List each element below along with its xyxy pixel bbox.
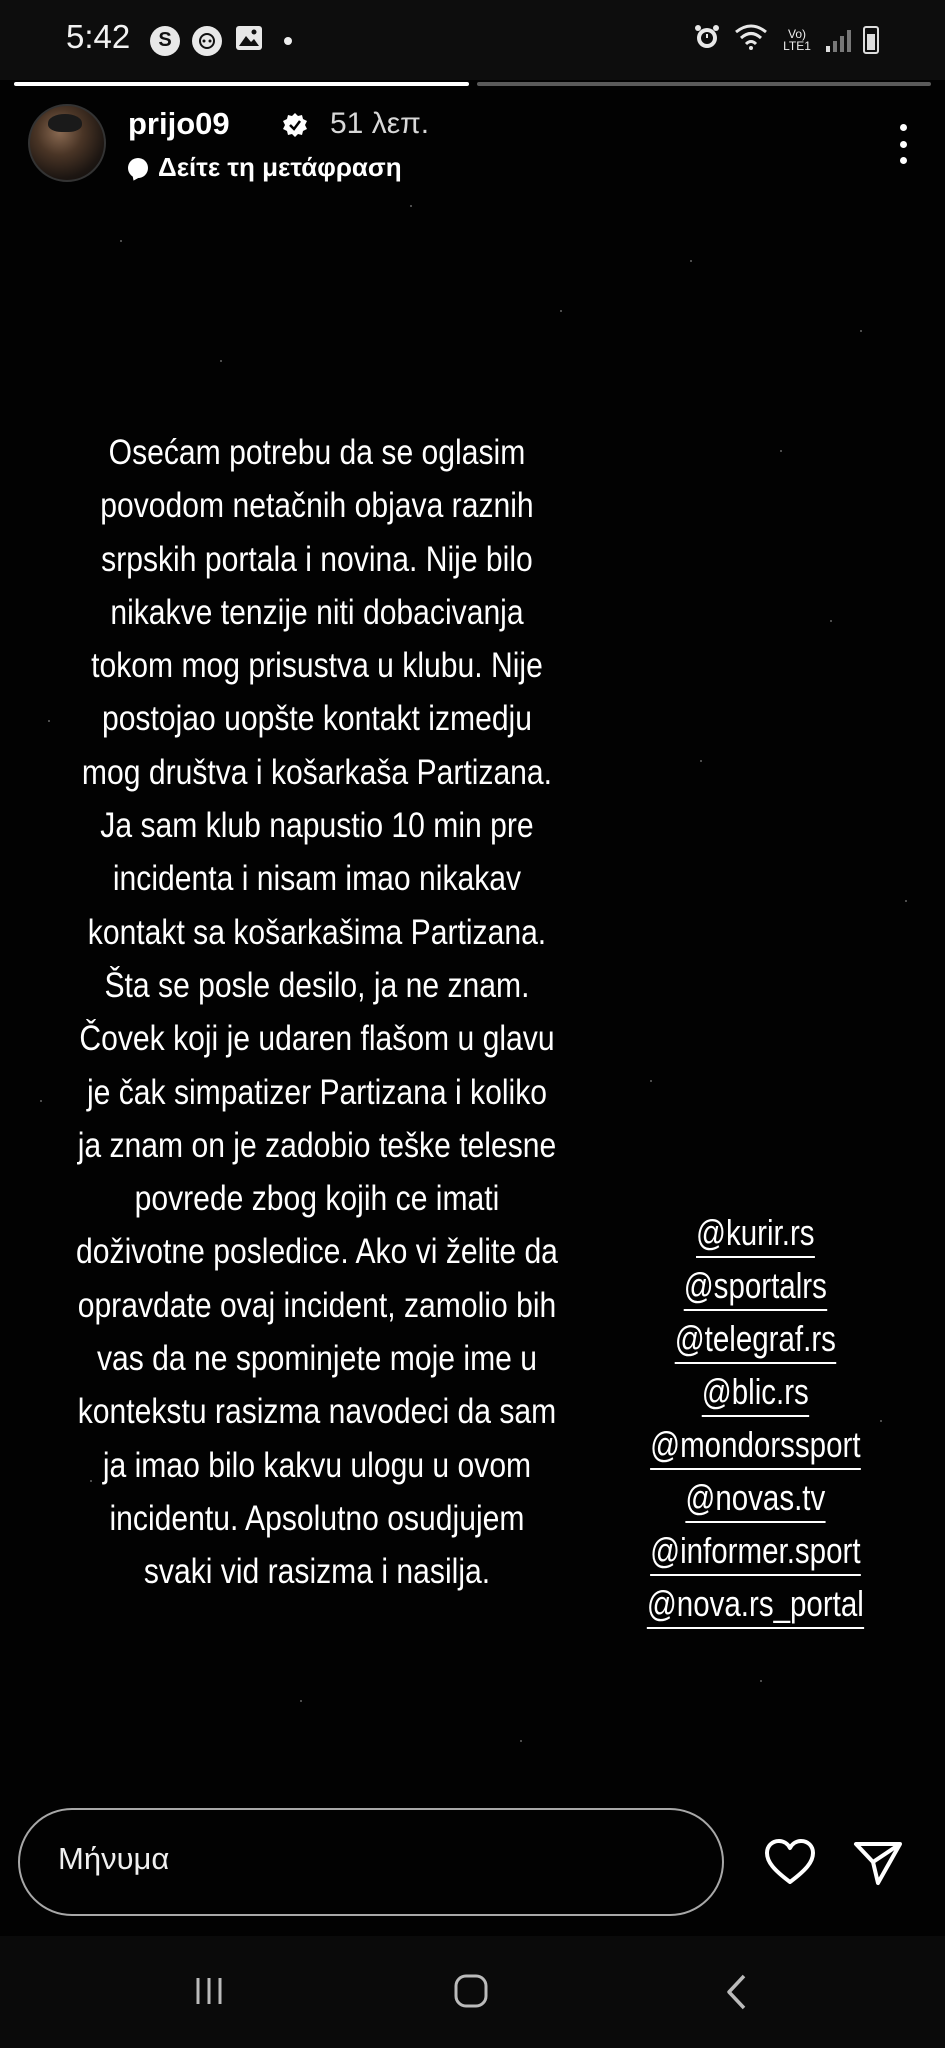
heart-icon[interactable] <box>764 1838 816 1886</box>
story-text-line: opravdate ovaj incident, zamolio bih <box>77 1285 557 1325</box>
mention-tags <box>615 1210 895 1634</box>
story-progress-segment <box>477 82 932 86</box>
story-text-line: nikakve tenzije niti dobacivanja <box>110 592 524 632</box>
verified-badge-icon <box>282 112 308 138</box>
mention-tag[interactable] <box>615 1263 895 1316</box>
story-text-line: svaki vid rasizma i nasilja. <box>143 1552 491 1592</box>
see-translation-link[interactable] <box>128 152 402 183</box>
avatar[interactable] <box>28 104 106 182</box>
system-icons <box>692 22 879 57</box>
recent-apps-icon[interactable] <box>192 1974 226 2008</box>
story-text-line: tokom mog prisustva u klubu. Nije <box>91 646 543 686</box>
story-text-line: je čak simpatizer Partizana i koliko <box>86 1072 548 1112</box>
story-text-line: kontekstu rasizma navodeci da sam <box>77 1392 557 1432</box>
gallery-icon <box>234 24 264 57</box>
story-text-line: povrede zbog kojih ce imati <box>134 1179 500 1219</box>
notification-icons <box>150 24 292 57</box>
story-text-line: doživotne posledice. Ako vi želite da <box>76 1232 558 1272</box>
home-icon[interactable] <box>452 1972 490 2010</box>
story-text-line: mog društva i košarkaša Partizana. <box>81 752 553 792</box>
status-bar <box>0 0 945 80</box>
mention-tag[interactable] <box>615 1528 895 1581</box>
messenger-icon <box>192 26 222 56</box>
mention-tag[interactable] <box>615 1210 895 1263</box>
signal-icon <box>826 28 851 52</box>
translate-bubble-icon <box>128 158 148 178</box>
status-time: 5:42 <box>66 18 131 55</box>
story-progress-segment <box>14 82 469 86</box>
story-text-line: postojao uopšte kontakt izmedju <box>101 699 532 739</box>
story-text-line: Šta se posle desilo, ja ne znam. <box>104 965 530 1005</box>
see-translation-label: Δείτε τη μετάφραση <box>158 152 402 182</box>
story-text-line: kontakt sa košarkašima Partizana. <box>87 912 547 952</box>
mention-tag-label: @novas.tv <box>685 1475 825 1523</box>
mention-tag-label: @informer.sport <box>650 1528 860 1576</box>
dot-icon <box>284 37 292 45</box>
mention-tag-label: @sportalrs <box>683 1263 826 1311</box>
story-text-line: srpskih portala i novina. Nije bilo <box>101 539 533 579</box>
back-icon[interactable] <box>724 1972 748 2012</box>
story-text-line: ja imao bilo kakvu ulogu u ovom <box>102 1445 532 1485</box>
mention-tag[interactable] <box>615 1422 895 1475</box>
wifi-icon <box>734 23 768 56</box>
alarm-icon <box>692 22 722 57</box>
mention-tag[interactable] <box>615 1581 895 1634</box>
story-statement-text <box>22 426 612 1599</box>
mention-tag[interactable] <box>615 1475 895 1528</box>
system-navigation-bar <box>0 1936 945 2048</box>
reply-bar[interactable] <box>18 1808 724 1916</box>
story-text-line: ja znam on je zadobio teške telesne <box>77 1125 557 1165</box>
story-text-line: incidentu. Apsolutno osudjujem <box>109 1498 525 1538</box>
story-text-line: Osećam potrebu da se oglasim <box>108 433 526 472</box>
story-progress <box>14 82 931 86</box>
more-options-icon[interactable] <box>898 124 908 164</box>
story-text-line: Ja sam klub napustio 10 min pre <box>100 806 534 846</box>
battery-icon <box>863 26 879 54</box>
story-text-line: vas da ne spominjete moje ime u <box>96 1339 537 1379</box>
username[interactable]: prijo09 <box>128 106 230 141</box>
s-icon: S <box>150 26 180 56</box>
mention-tag-label: @blic.rs <box>701 1369 808 1417</box>
mention-tag-label: @telegraf.rs <box>674 1316 835 1364</box>
progress-fill <box>14 82 469 86</box>
mention-tag-label: @kurir.rs <box>696 1210 815 1258</box>
post-time: 51 λεπ. <box>330 107 430 140</box>
story-text-line: Čovek koji je udaren flašom u glavu <box>79 1019 555 1059</box>
mention-tag-label: @nova.rs_portal <box>646 1581 863 1629</box>
send-icon[interactable] <box>852 1838 904 1886</box>
mention-tag-label: @mondorssport <box>650 1422 860 1470</box>
story-header <box>28 104 918 184</box>
story-text-line: povodom netačnih objava raznih <box>100 486 534 526</box>
network-label: Vo) LTE1 <box>783 26 811 53</box>
story-text-line: incidenta i nisam imao nikakav <box>112 859 522 899</box>
mention-tag[interactable] <box>615 1316 895 1369</box>
message-input[interactable] <box>56 1840 660 1878</box>
mention-tag[interactable] <box>615 1369 895 1422</box>
